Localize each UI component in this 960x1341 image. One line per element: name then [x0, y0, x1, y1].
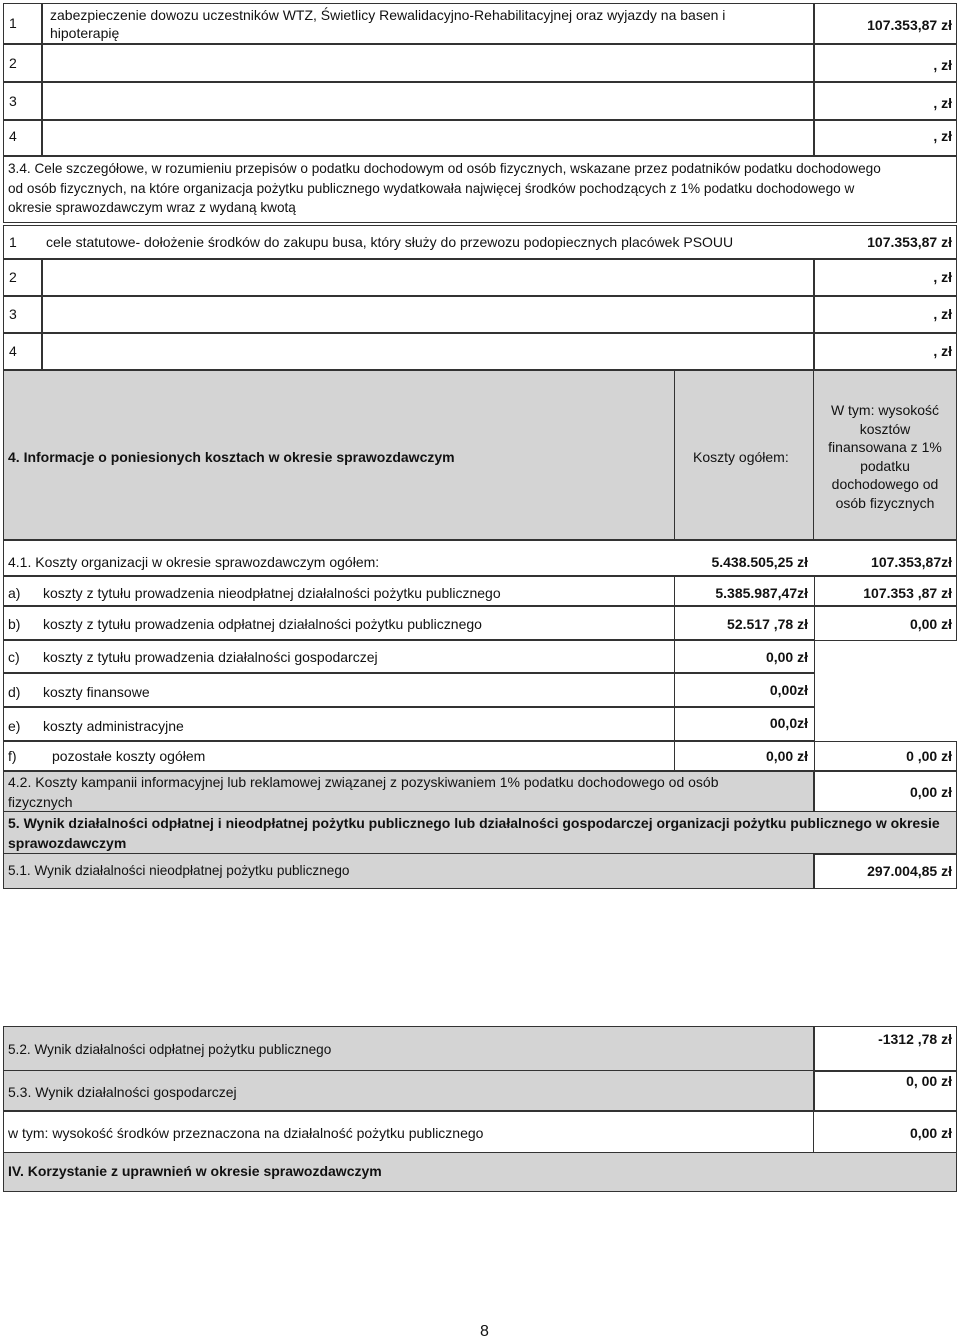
sec4-item-a-label: koszty z tytułu prowadzenia nieodpłatnej działalności pożytku publicznego [43, 585, 501, 601]
col-share-line-4: podatku [860, 457, 910, 474]
sec4-item-a-letter: a) [8, 585, 21, 601]
top-row-2-no: 2 [9, 55, 17, 71]
sec42-line-1: 4.2. Koszty kampanii informacyjnej lub reklamowej związanej z pozyskiwaniem 1% podatku dochodowego od osób [8, 774, 719, 790]
col-share-line-2: kosztów [859, 420, 911, 437]
top-row-3-amount: , zł [933, 95, 952, 111]
top-row-4-amount: , zł [933, 128, 952, 144]
sec4-item-f-share: 0 ,00 zł [906, 748, 952, 764]
sec4-item-a-share: 107.353 ,87 zł [863, 585, 952, 601]
sec4-col-total: Koszty ogółem: [693, 449, 789, 465]
sec4-item-a-total: 5.385.987,47zł [715, 585, 808, 601]
sec42-amount: 0,00 zł [909, 784, 952, 800]
sec34-row-2-desc [41, 259, 815, 296]
top-row-3-no: 3 [9, 93, 17, 109]
top-row-4-desc [41, 119, 815, 157]
sec34-row-4-no: 4 [9, 343, 17, 359]
sec4-title: 4. Informacje o poniesionych kosztach w okresie sprawozdawczym [8, 449, 455, 465]
col-share-line-5: dochodowego od [831, 476, 939, 492]
sec4-item-b-share: 0,00 zł [909, 616, 952, 632]
sec4-item-b-label: koszty z tytułu prowadzenia odpłatnej działalności pożytku publicznego [43, 616, 482, 632]
sec52-amount: -1312 ,78 zł [878, 1031, 952, 1047]
sec51-label: 5.1. Wynik działalności nieodpłatnej pożytku publicznego [8, 863, 350, 878]
sec5-title-line-1: 5. Wynik działalności odpłatnej i nieodpłatnej pożytku publicznego lub działalności gospodarczej organizacji pożytku publicznego w okresie [8, 815, 940, 831]
sec4-item-c-letter: c) [8, 649, 20, 665]
sec34-row-2-amount: , zł [933, 269, 952, 285]
sec4-item-e-label: koszty administracyjne [43, 718, 184, 734]
sec53-amount: 0, 00 zł [906, 1073, 952, 1089]
top-row-1-amount: 107.353,87 zł [867, 17, 952, 33]
sec41-label: 4.1. Koszty organizacji w okresie sprawozdawczym ogółem: [8, 554, 380, 570]
sec34-heading-line-3: okresie sprawozdawczym wraz z wydaną kwotą [8, 200, 296, 215]
top-row-2-desc [41, 43, 815, 83]
sec34-heading-line-2: od osób fizycznych, na które organizacja pożytku publicznego wydatkowała najwięcej środków pochodzących z 1% podatku dochodowego w [8, 181, 855, 196]
col-share-line-1: W tym: wysokość [830, 402, 940, 418]
sec4-item-d-letter: d) [8, 684, 21, 700]
sec4-item-e-total: 00,0zł [769, 715, 808, 731]
col-share-line-6: osób fizycznych [835, 494, 935, 511]
sec34-row-3-no: 3 [9, 306, 17, 322]
col-share-line-3: finansowana z 1% [828, 439, 942, 455]
sec41-share: 107.353,87zł [871, 554, 952, 570]
sec5-wtym-label: w tym: wysokość środków przeznaczona na działalność pożytku publicznego [8, 1125, 484, 1141]
sec4-item-d-label: koszty finansowe [43, 684, 150, 700]
sec4-item-f-total: 0,00 zł [765, 748, 808, 764]
sec34-row-2-no: 2 [9, 269, 17, 285]
top-row-4-no: 4 [9, 128, 17, 144]
sec4-col-share [815, 401, 955, 512]
top-row-1-no: 1 [9, 15, 17, 31]
sec5-wtym-amount: 0,00 zł [909, 1125, 952, 1141]
sec34-heading-line-1: 3.4. Cele szczegółowe, w rozumieniu przepisów o podatku dochodowym od osób fizycznych, wskazane przez podatników podatku dochodowego [8, 161, 881, 176]
sec4-item-f-label: pozostałe koszty ogółem [52, 748, 206, 764]
sec34-row-3-desc [41, 296, 815, 333]
sec4-item-e-letter: e) [8, 718, 21, 734]
top-row-3-desc [41, 81, 815, 121]
sec42-line-2: fizycznych [8, 794, 73, 810]
sec41-total: 5.438.505,25 zł [711, 554, 808, 570]
sec34-row-3-amount: , zł [933, 306, 952, 322]
sec34-row-4-amount: , zł [933, 343, 952, 359]
page-number: 8 [480, 1323, 489, 1340]
sec4-item-f-letter: f) [8, 748, 17, 764]
top-row-2-amount: , zł [933, 57, 952, 73]
sec34-row-1-amount: 107.353,87 zł [867, 234, 952, 250]
sec4-item-c-total: 0,00 zł [765, 649, 808, 665]
sec53-label: 5.3. Wynik działalności gospodarczej [8, 1084, 237, 1100]
sec34-row-1-no: 1 [9, 234, 17, 250]
top-row-1-text: zabezpieczenie dowozu uczestników WTZ, Świetlicy Rewalidacyjno-Rehabilitacyjnej oraz wyjazdy na basen i hipoterapię [50, 7, 726, 41]
sec4-item-b-total: 52.517 ,78 zł [727, 616, 808, 632]
sec4-item-c-label: koszty z tytułu prowadzenia działalności gospodarczej [43, 649, 378, 665]
sec34-row-4-desc [41, 333, 815, 370]
sec-iv-title: IV. Korzystanie z uprawnień w okresie sprawozdawczym [8, 1163, 382, 1179]
sec4-item-d-total: 0,00zł [769, 682, 808, 698]
sec34-row-1-text: cele statutowe- dołożenie środków do zakupu busa, który służy do przewozu podopiecznych placówek PSOUU [46, 234, 734, 250]
sec4-item-b-letter: b) [8, 616, 21, 632]
sec52-label: 5.2. Wynik działalności odpłatnej pożytku publicznego [8, 1042, 332, 1057]
sec5-title-line-2: sprawozdawczym [8, 835, 127, 851]
sec51-amount: 297.004,85 zł [867, 863, 952, 879]
